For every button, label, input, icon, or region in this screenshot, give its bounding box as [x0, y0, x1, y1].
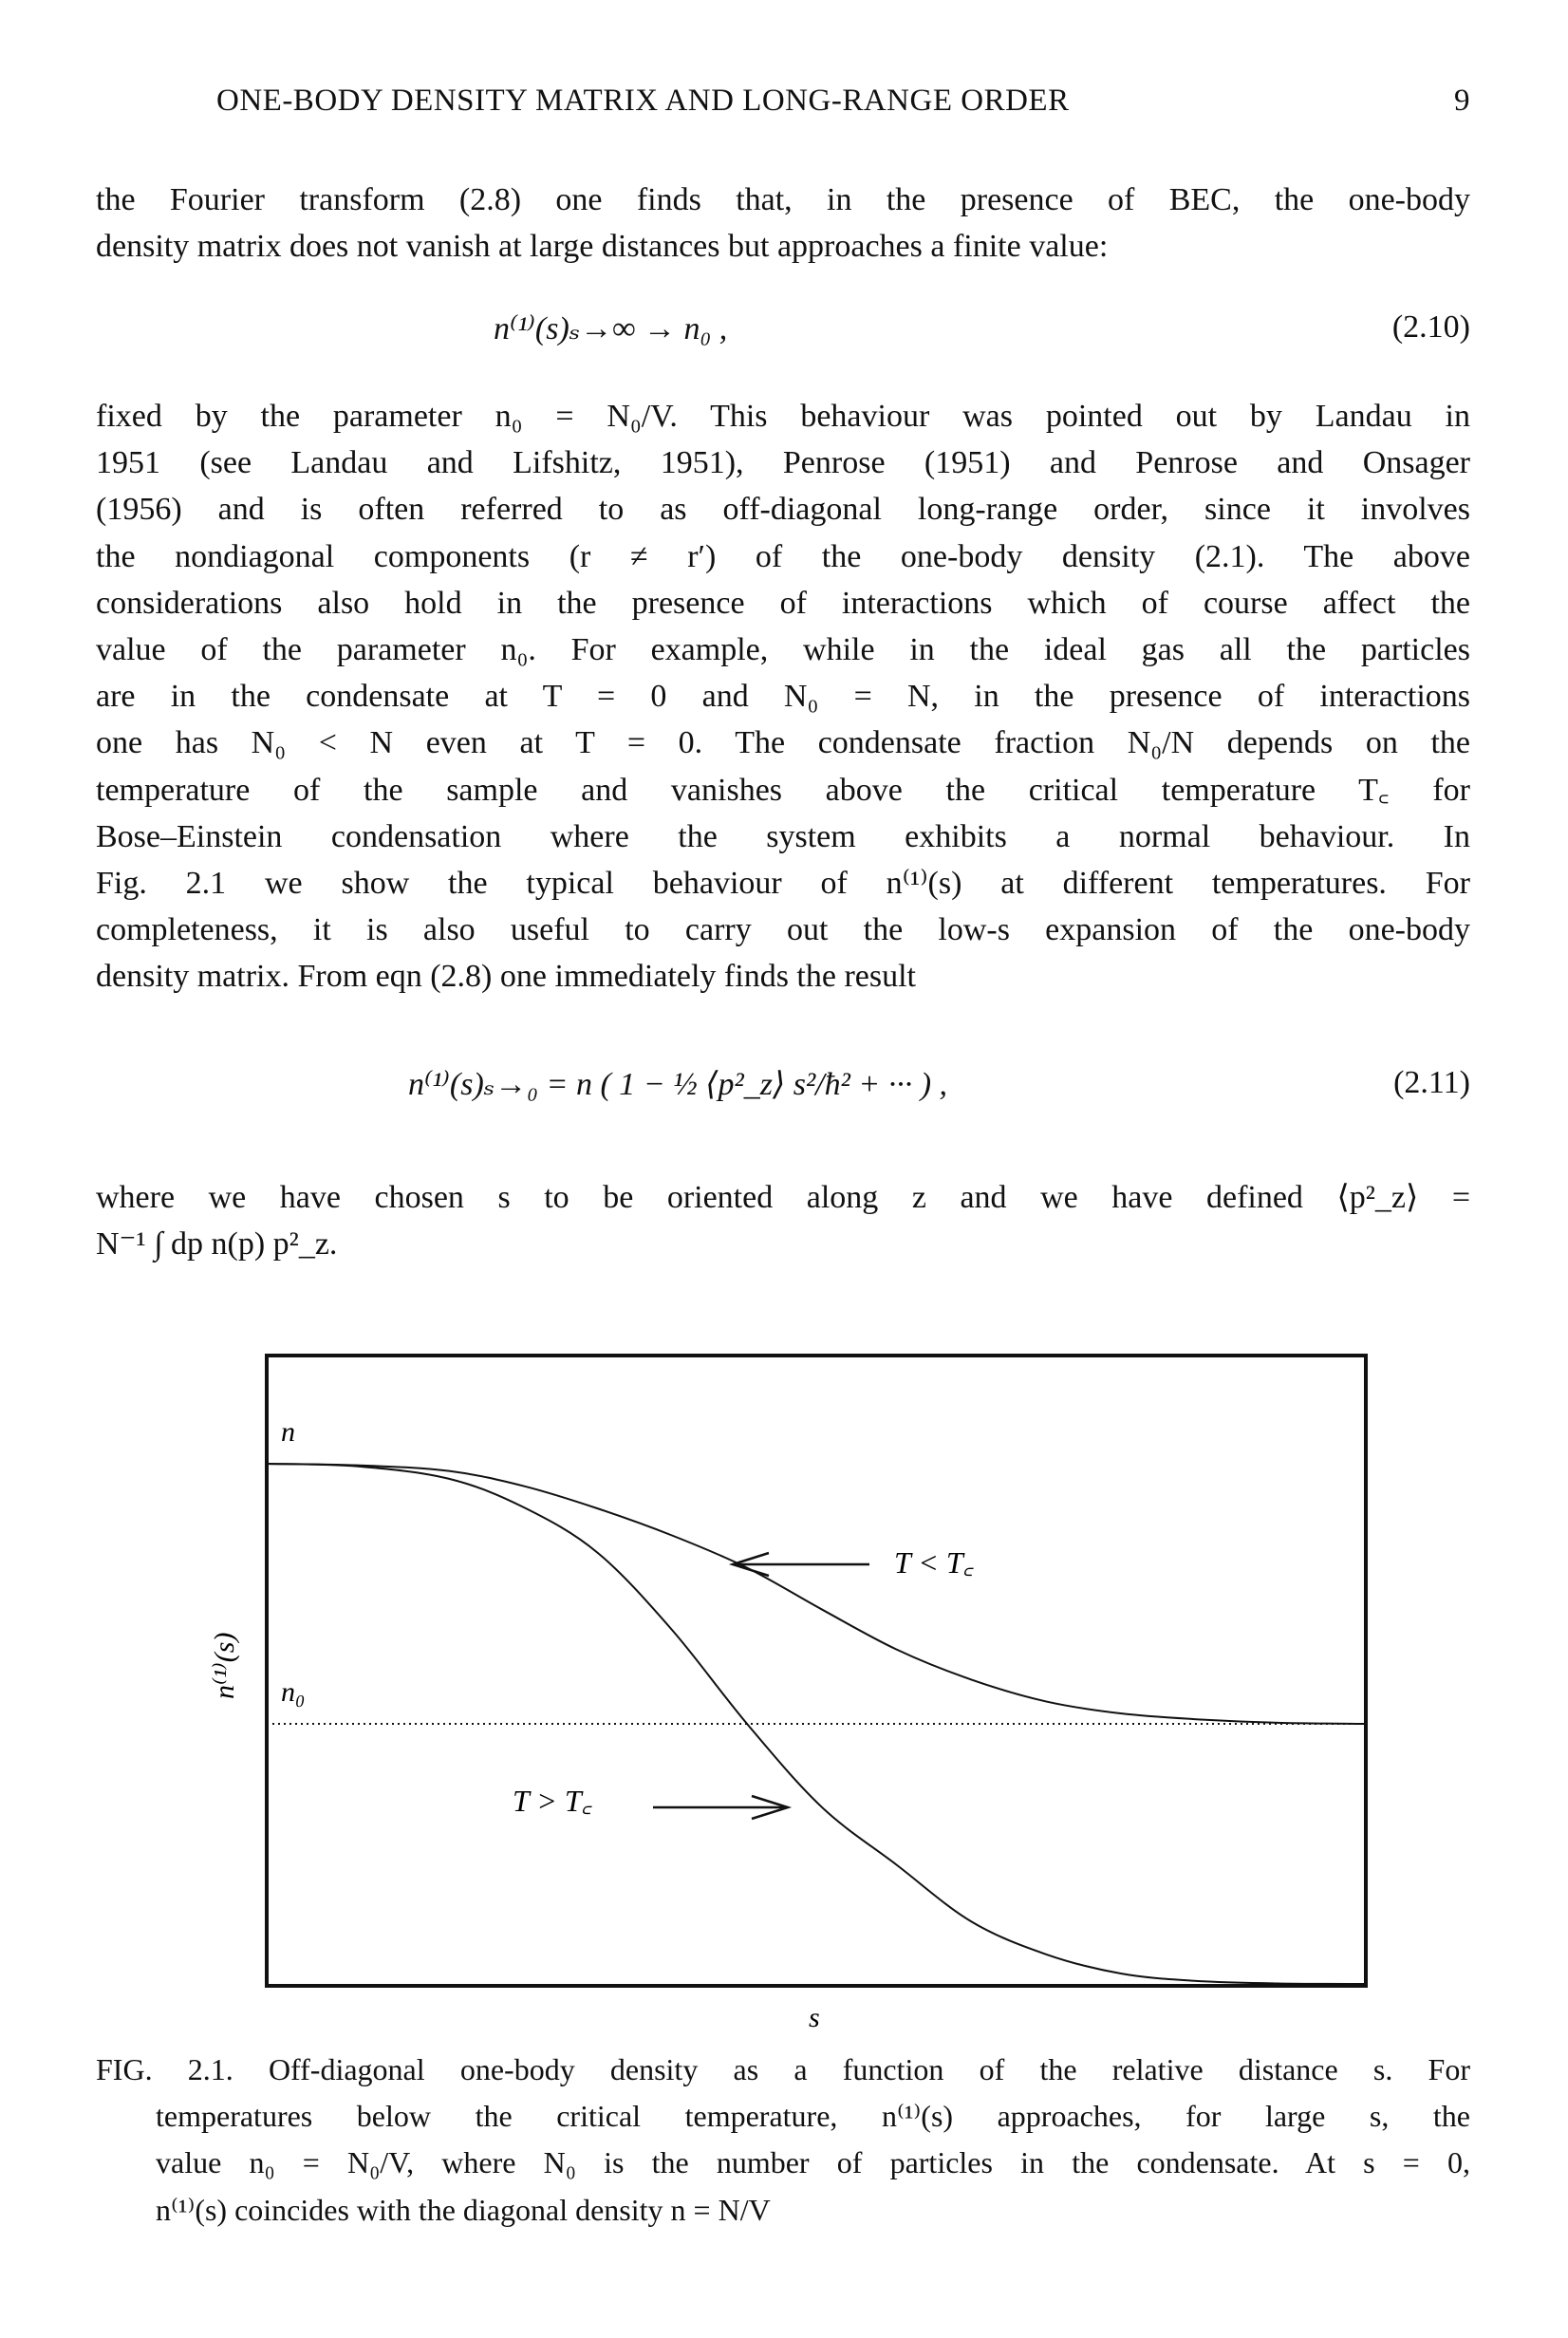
text-line: considerations also hold in the presence of interactions which of course affect the — [96, 585, 1470, 621]
text-line: are in the condensate at T = 0 and N₀ = N, in the presence of interactions — [96, 679, 1470, 715]
caption-line: temperatures below the critical temperature, n⁽¹⁾(s) approaches, for large s, the — [156, 2099, 1470, 2134]
y-axis-label: n⁽¹⁾(s) — [209, 1632, 240, 1699]
text-line: Fig. 2.1 we show the typical behaviour of n⁽¹⁾(s) at different temperatures. For — [96, 865, 1470, 901]
text-line: Bose–Einstein condensation where the system exhibits a normal behaviour. In — [96, 818, 1470, 854]
text-line: one has N₀ < N even at T = 0. The condensate fraction N₀/N depends on the — [96, 725, 1470, 761]
y-tick-label-n: n — [281, 1416, 295, 1448]
y-tick-label-n0: n₀ — [281, 1676, 306, 1708]
arrow-below-tc — [733, 1553, 869, 1576]
running-header: ONE-BODY DENSITY MATRIX AND LONG-RANGE ORDER — [216, 84, 1070, 118]
text-line: fixed by the parameter n₀ = N₀/V. This behaviour was pointed out by Landau in — [96, 399, 1470, 434]
legend-label-above-tc: T > T꜀ — [513, 1784, 592, 1818]
x-axis-label: s — [809, 2002, 820, 2033]
arrow-above-tc — [653, 1796, 788, 1819]
text-line: temperature of the sample and vanishes above the critical temperature T꜀ for — [96, 772, 1470, 808]
text-line: density matrix does not vanish at large distances but approaches a finite value: — [96, 229, 1109, 265]
text-line: 1951 (see Landau and Lifshitz, 1951), Penrose (1951) and Penrose and Onsager — [96, 445, 1470, 481]
text-line: the Fourier transform (2.8) one finds that, in the presence of BEC, the one-body — [96, 182, 1470, 217]
figure-caption — [96, 2047, 1470, 2234]
text-line: (1956) and is often referred to as off-diagonal long-range order, since it involves — [96, 492, 1470, 528]
page-number: 9 — [1454, 84, 1470, 118]
text-line: the nondiagonal components (r ≠ r′) of the one-body density (2.1). The above — [96, 538, 1470, 574]
text-line: completeness, it is also useful to carry out the low-s expansion of the one-body — [96, 912, 1470, 948]
caption-line: value n₀ = N₀/V, where N₀ is the number of particles in the condensate. At s = 0, — [156, 2145, 1470, 2180]
equation-number-2-10: (2.10) — [1391, 309, 1470, 345]
plot-frame — [267, 1356, 1366, 1986]
caption-line: FIG. 2.1. Off-diagonal one-body density as a function of the relative distance s. For — [96, 2052, 1470, 2086]
text-line: where we have chosen s to be oriented along z and we have defined ⟨p²_z⟩ = — [96, 1180, 1470, 1215]
text-line: density matrix. From eqn (2.8) one immediately finds the result — [96, 959, 916, 995]
series-line-below-tc — [267, 1464, 1366, 1724]
text-line: N⁻¹ ∫ dp n(p) p²_z. — [96, 1226, 338, 1263]
equation-number-2-11: (2.11) — [1393, 1065, 1470, 1100]
caption-line: n⁽¹⁾(s) coincides with the diagonal density n = N/V — [156, 2192, 771, 2227]
legend-label-below-tc: T < T꜀ — [894, 1545, 974, 1580]
text-line: value of the parameter n₀. For example, while in the ideal gas all the particles — [96, 631, 1470, 667]
equation-2-11: n⁽¹⁾(s)ₛ→₀ = n ( 1 − ½ ⟨p²_z⟩ s²/ħ² + ··· ) , — [408, 1067, 948, 1102]
equation-2-10: n⁽¹⁾(s)ₛ→∞ → n₀ , — [494, 311, 728, 346]
